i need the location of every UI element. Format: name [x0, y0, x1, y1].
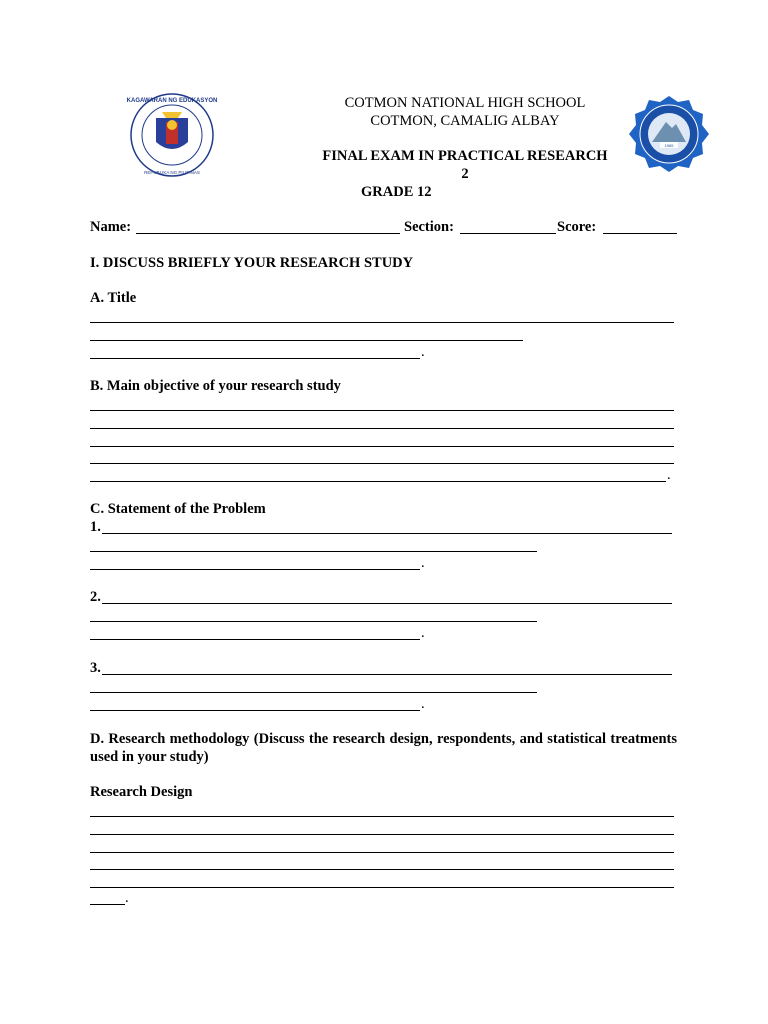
- answer-line[interactable]: [90, 481, 666, 482]
- problem-item-3-number: 3.: [90, 660, 101, 676]
- school-seal-logo: [626, 94, 712, 174]
- problem-item-1-number: 1.: [90, 519, 101, 535]
- answer-line[interactable]: [90, 322, 674, 323]
- research-design-heading: Research Design: [90, 784, 193, 800]
- line-end-period: .: [421, 344, 425, 360]
- answer-line[interactable]: [90, 428, 674, 429]
- answer-line[interactable]: [90, 569, 420, 570]
- problem-item-2-number: 2.: [90, 589, 101, 605]
- answer-line[interactable]: [90, 692, 537, 693]
- answer-line[interactable]: [90, 639, 420, 640]
- exam-title: FINAL EXAM IN PRACTICAL RESEARCH: [322, 148, 608, 164]
- exam-title-number: 2: [461, 166, 469, 182]
- methodology-heading: D. Research methodology (Discuss the research design, respondents, and statistical treatments used in your study): [90, 731, 677, 765]
- answer-line[interactable]: [102, 533, 672, 534]
- answer-line[interactable]: [90, 446, 674, 447]
- section-field[interactable]: [460, 233, 556, 234]
- name-field[interactable]: [136, 233, 400, 234]
- answer-line[interactable]: [102, 603, 672, 604]
- name-label: Name:: [90, 219, 132, 235]
- section-label: Section:: [404, 219, 454, 235]
- objective-heading: B. Main objective of your research study: [90, 378, 341, 394]
- line-end-period: .: [667, 467, 671, 483]
- answer-line[interactable]: [90, 621, 537, 622]
- school-location: COTMON, CAMALIG ALBAY: [370, 113, 560, 129]
- answer-line[interactable]: [90, 904, 125, 905]
- score-field[interactable]: [603, 233, 677, 234]
- answer-line[interactable]: [90, 852, 674, 853]
- part1-heading: I. DISCUSS BRIEFLY YOUR RESEARCH STUDY: [90, 255, 414, 271]
- answer-line[interactable]: [90, 816, 674, 817]
- school-name: COTMON NATIONAL HIGH SCHOOL: [344, 95, 586, 111]
- answer-line[interactable]: [90, 887, 674, 888]
- line-end-period: .: [421, 555, 425, 571]
- line-end-period: .: [421, 625, 425, 641]
- answer-line[interactable]: [102, 674, 672, 675]
- answer-line[interactable]: [90, 710, 420, 711]
- score-label: Score:: [557, 219, 597, 235]
- title-heading: A. Title: [90, 290, 137, 306]
- line-end-period: .: [125, 890, 129, 906]
- answer-line[interactable]: [90, 463, 674, 464]
- answer-line[interactable]: [90, 358, 420, 359]
- svg-text:1965: 1965: [664, 143, 674, 148]
- svg-text:KAGAWARAN NG EDUKASYON: KAGAWARAN NG EDUKASYON: [126, 98, 218, 104]
- grade-level: GRADE 12: [361, 184, 432, 200]
- line-end-period: .: [421, 696, 425, 712]
- problem-heading: C. Statement of the Problem: [90, 501, 266, 517]
- deped-seal-logo: [126, 92, 218, 178]
- answer-line[interactable]: [90, 410, 674, 411]
- svg-text:REPUBLIKA NG PILIPINAS: REPUBLIKA NG PILIPINAS: [144, 170, 200, 175]
- answer-line[interactable]: [90, 551, 537, 552]
- answer-line[interactable]: [90, 340, 523, 341]
- answer-line[interactable]: [90, 834, 674, 835]
- answer-line[interactable]: [90, 869, 674, 870]
